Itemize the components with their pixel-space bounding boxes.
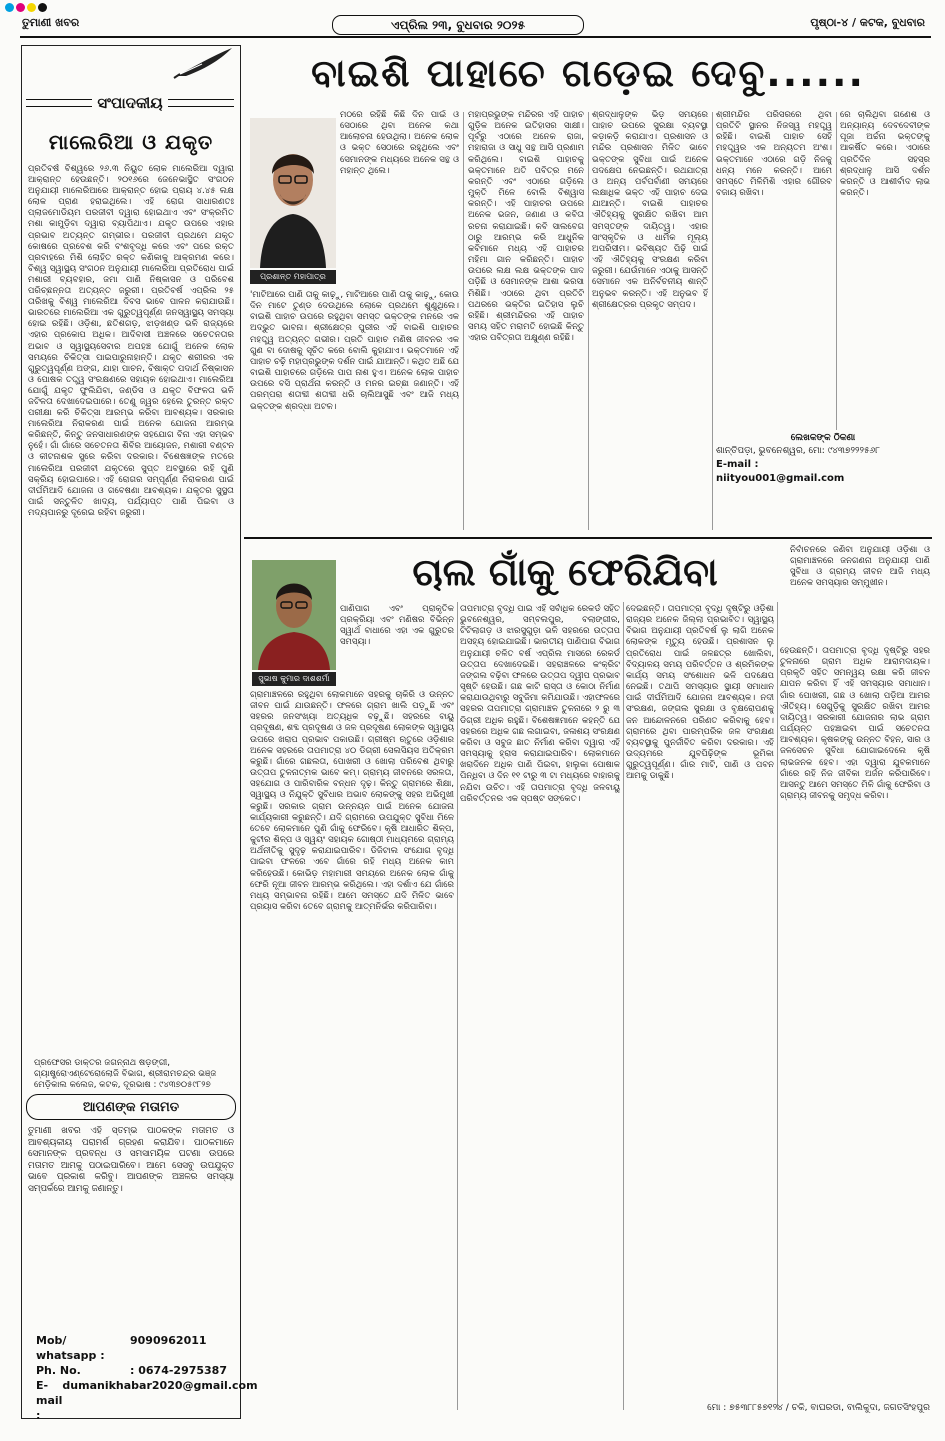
contact-value[interactable]: dumanikhabar2020@gmail.com [62,1379,258,1392]
quill-pen-icon [172,46,236,80]
article-separator [244,537,932,539]
section-label: ସଂପାଦକୀୟ [97,94,163,112]
contact-label: Mob/ whatsapp : [36,1334,105,1362]
contact-block [36,1333,258,1423]
black-dot-icon [38,3,47,12]
article1-column-1: ମଠରେ ରହିଛି କିଛି ଦିନ ପାଇଁ ଓ ସେଠାରେ ଥିବା ଅନେକ କଥା ଆଲୋଚନା ହେଉଥିଲା। ଅନେକ ଲୋକ ଓ ଭକ୍ତ ସେଠାରେ ରହୁଥିଲେ ଏବଂ ସେମାନଙ୍କ ମଧ୍ୟରେ ଅନେକ ସନ୍ଥ ଓ ମହାନ୍ତ ଥିଲେ। [340,110,459,176]
contact-label: E-mail : [36,1379,63,1422]
author-photo [250,118,336,268]
article1-column-1-continued: 'ମାଟିଆରେ ପାଣି ତାକୁ କାଢ଼ୁ, ମାଟିଆରେ ପାଣି ତାକୁ କାଢ଼ୁ, କୋଉ ଦିନ ମାଟେ ତୁଣ୍ଡ ଦେଉଥିଲେ ଲୋକେ ପ୍ରଥମେ ଶୁଣୁଥିଲେ। ବାଇଶି ପାହାଚ ଉପରେ ରହୁଥିବା ସମସ୍ତ ଭକ୍ତଙ୍କ ମନରେ ଏକ ଅଦ୍ଭୁତ ଭାବନା। ଶ୍ରୀକ୍ଷେତ୍ର ପୁରୀର ଏହି ବାଇଶି ପାହାଚର ମହତ୍ତ୍ୱ ଅତ୍ୟନ୍ତ ଗଭୀର। ପ୍ରତି ପାହାଚ ମଣିଷ ଜୀବନର ଏକ ଗୁଣ ବା ଦୋଷକୁ ସୂଚିତ କରେ ବୋଲି କୁହାଯାଏ। ଭକ୍ତମାନେ ଏହି ପାହାଚ ଚଢ଼ି ମହାପ୍ରଭୁଙ୍କ ଦର୍ଶନ ପାଇଁ ଯାଆନ୍ତି। କଥିତ ଅଛି ଯେ ବାଇଶି ପାହାଚରେ ଗଡ଼ିଲେ ପାପ ନାଶ ହୁଏ। ଅନେକ ଲୋକ ପାହାଚ ଉପରେ ବସି ପ୍ରାର୍ଥନା କରନ୍ତି ଓ ମନର ଇଚ୍ଛା ଜଣାନ୍ତି। ଏହି ପରମ୍ପରା ଶତାବ୍ଦୀ ଶତାବ୍ଦୀ ଧରି ଚାଲିଆସୁଛି ଏବଂ ଆଜି ମଧ୍ୟ ଭକ୍ତଙ୍କ ଶ୍ରଦ୍ଧା ଅଟଳ। [250,290,459,412]
author-caption: ପ୍ରଶାନ୍ତ ମହାପାତ୍ର [250,270,336,284]
article1-column-2: ମହାପ୍ରଭୁଙ୍କ ମନ୍ଦିରର ଏହି ପାହାଚ ଗୁଡ଼ିକ ଅନେକ ଇତିହାସର ସାକ୍ଷୀ। ପୂର୍ବରୁ ଏଠାରେ ଅନେକ ରାଜା, ମହାରାଜା ଓ ସାଧୁ ସନ୍ଥ ଆସି ପ୍ରଣାମ କରିଥିଲେ। ବାଇଶି ପାହାଚକୁ ଭକ୍ତମାନେ ଅତି ପବିତ୍ର ମନେ କରନ୍ତି ଏବଂ ଏଠାରେ ଗଡ଼ିଲେ ମୁକ୍ତି ମିଳେ ବୋଲି ବିଶ୍ୱାସ କରନ୍ତି। ଏହି ପାହାଚର ଉପରେ ଅନେକ ଭଜନ, ଜଣାଣ ଓ କବିତା ରଚନା କରାଯାଇଛି। କବି ସାଲବେଗ ଠାରୁ ଆରମ୍ଭ କରି ଆଧୁନିକ କବିମାନେ ମଧ୍ୟ ଏହି ପାହାଚର ମହିମା ଗାନ କରିଛନ୍ତି। ପାହାଚ ଉପରେ ଲକ୍ଷ ଲକ୍ଷ ଭକ୍ତଙ୍କ ପାଦ ପଡ଼ିଛି ଓ ସେମାନଙ୍କ ଆଶା ଭରସା ମିଶିଛି। ଏଠାରେ ଥିବା ପ୍ରତିଟି ପଥରରେ ଭକ୍ତିର ଇତିହାସ ଲୁଚି ରହିଛି। ଶ୍ରୀମନ୍ଦିରର ଏହି ପାହାଚ ସମୟ ସହିତ ମରାମତି ହୋଇଛି କିନ୍ତୁ ଏହାର ପବିତ୍ରତା ଅକ୍ଷୁଣ୍ଣ ରହିଛି। [468,110,584,344]
issue-date: ଏପ୍ରିଲ ୨୩, ବୁଧବାର ୨୦୨୫ [332,15,584,35]
column-divider [588,112,589,530]
contact-email [36,1378,258,1423]
newspaper-name: ତୁମାଣୀ ଖବର [22,16,80,29]
article1-column-5: ରେ ଚାଲିଥିବା ଗଣେଶ ଓ ଅନ୍ୟାନ୍ୟ ଦେବଦେବୀଙ୍କ ପୂଜା ଅର୍ଚ୍ଚନା ଭକ୍ତଙ୍କୁ ଆକର୍ଷିତ କରେ। ଏଠାରେ ପ୍ରତିଦିନ ସହସ୍ର ଶ୍ରଦ୍ଧାଳୁ ଆସି ଦର୍ଶନ କରନ୍ତି ଓ ଆଶୀର୍ବାଦ ଲାଭ କରନ୍ତି। [840,110,930,199]
author-portrait-icon [250,118,336,268]
header-rule [20,36,931,38]
article2-lead: ନିର୍ବାଚନରେ ଜଣିବା ଅନୁଯାୟୀ ଓଡ଼ିଶା ଓ ଗ୍ରାମାଞ୍ଚଳରେ ଜନଗଣନା ଅନୁଯାୟୀ ପାଣି ସୁବିଧା ଓ ଗ୍ରାମ୍ୟ ଜୀବନ ଆଜି ମଧ୍ୟ ଅନେକ ସମସ୍ୟାର ସମ୍ମୁଖୀନ। [790,545,930,589]
article2-headline: ଚାଲ ଗାଁକୁ ଫେରିଯିବା [412,550,718,594]
opinion-body: ତୁମାଣୀ ଖବର ଏହି ସ୍ତମ୍ଭ ପାଠକଙ୍କ ମତାମତ ଓ ଆବଶ୍ୟକୀୟ ପରାମର୍ଶ ଗ୍ରହଣ କରାଯିବ। ପାଠକମାନେ ସେମାନଙ୍କ ପ୍ରବନ୍ଧ ଓ ସମସାମୟିକ ଘଟଣା ଉପରେ ମତାମତ ଆମକୁ ପଠାଇପାରିବେ। ଆମେ ସେସବୁ ଉପଯୁକ୍ତ ଭାବେ ପ୍ରକାଶ କରିବୁ। ଆପଣଙ୍କ ଅଞ୍ଚଳର ସମସ୍ୟା ସମ୍ପର୍କରେ ଆମକୁ ଜଣାନ୍ତୁ। [28,1126,234,1194]
column-divider [623,602,624,1410]
article2-signature: ମୋ : ୭୫୩୮୮୫୭୧୨୪ / ଚକି, ବାଘରଡା, ବାଲିକୁଦା, ଜଗତସିଂହପୁର [707,1403,930,1413]
article2-column-3: ଦେଇଛନ୍ତି। ତାପମାତ୍ରା ବୃଦ୍ଧି ଦୃଷ୍ଟିରୁ ଓଡ଼ିଶା ରାଜ୍ୟର ଅନେକ ଜିଲ୍ଲା ପ୍ରଭାବିତ। ସ୍ୱାସ୍ଥ୍ୟ ବିଭାଗ ଅନୁଯାୟୀ ପ୍ରତିବର୍ଷ ଲୁ ଲାଗି ଅନେକ ଲୋକଙ୍କ ମୃତ୍ୟୁ ହେଉଛି। ପ୍ରଶାସନ ଲୁ ପ୍ରତିରୋଧ ପାଇଁ ଜଳଛତ୍ର ଖୋଲିବା, ବିଦ୍ୟାଳୟ ସମୟ ପରିବର୍ତ୍ତନ ଓ ଶ୍ରମିକଙ୍କ କାର୍ଯ୍ୟ ସମୟ ସଂଶୋଧନ ଭଳି ପଦକ୍ଷେପ ନେଇଛି। ତଥାପି ସମସ୍ୟାର ସ୍ଥାୟୀ ସମାଧାନ ପାଇଁ ଦୀର୍ଘମିଆଦି ଯୋଜନା ଆବଶ୍ୟକ। ନଦୀ ସଂରକ୍ଷଣ, ଜଙ୍ଗଲ ସୁରକ୍ଷା ଓ ବୃକ୍ଷରୋପଣକୁ ଜନ ଆନ୍ଦୋଳନରେ ପରିଣତ କରିବାକୁ ହେବ। ଗ୍ରାମରେ ଥିବା ପାରମ୍ପରିକ ଜଳ ସଂରକ୍ଷଣ ବ୍ୟବସ୍ଥାକୁ ପୁନର୍ଜୀବିତ କରିବା ଦରକାର। ଏହି ଉଦ୍ୟମରେ ଯୁବପିଢ଼ିଙ୍କ ଭୂମିକା ଗୁରୁତ୍ୱପୂର୍ଣ୍ଣ। ଗାଁର ମାଟି, ପାଣି ଓ ପବନ ଆମକୁ ଡାକୁଛି। [626,604,774,782]
yellow-dot-icon [27,3,36,12]
byline-email-label: E-mail : [716,459,759,470]
author-portrait-icon [252,560,336,670]
column-divider [463,112,464,530]
column-divider [457,602,458,1410]
article1-column-3: ଶ୍ରଦ୍ଧାଳୁଙ୍କ ଭିଡ଼ ସମୟରେ ପାହାଚ ଉପରେ ସୁରକ୍ଷା ବ୍ୟବସ୍ଥା କଡ଼ାକଡ଼ି କରାଯାଏ। ପ୍ରଶାସନ ଓ ମନ୍ଦିର ପ୍ରଶାସନ ମିଳିତ ଭାବେ ଭକ୍ତଙ୍କ ସୁବିଧା ପାଇଁ ଅନେକ ପଦକ୍ଷେପ ନେଇଛନ୍ତି। ରଥଯାତ୍ରା ଓ ଅନ୍ୟ ପର୍ବପର୍ବାଣୀ ସମୟରେ ଲକ୍ଷାଧିକ ଭକ୍ତ ଏହି ପାହାଚ ଦେଇ ଯାଆନ୍ତି। ବାଇଶି ପାହାଚର ଐତିହ୍ୟକୁ ସୁରକ୍ଷିତ ରଖିବା ଆମ ସମସ୍ତଙ୍କ ଦାୟିତ୍ୱ। ଏହାର ସାଂସ୍କୃତିକ ଓ ଧାର୍ମିକ ମୂଲ୍ୟ ଅପରିସୀମ। ଭବିଷ୍ୟତ ପିଢ଼ି ପାଇଁ ଏହି ଐତିହ୍ୟକୁ ସଂରକ୍ଷଣ କରିବା ଜରୁରୀ। ଯେଉଁମାନେ ଏଠାକୁ ଆସନ୍ତି ସେମାନେ ଏକ ଅନିର୍ବଚନୀୟ ଶାନ୍ତି ଅନୁଭବ କରନ୍ତି। ଏହି ଅନୁଭବ ହିଁ ଶ୍ରୀକ୍ଷେତ୍ରର ପ୍ରକୃତ ସମ୍ପଦ। [592,110,708,310]
column-divider [777,602,778,1410]
article2-column-1: ପାଣିପାଗ ଏବଂ ପ୍ରାକୃତିକ ପ୍ରକ୍ରିୟା ଏବଂ ମଣିଷର ବିଭିନ୍ନ ସ୍ୱାର୍ଥ ବାଧାରେ ଏହା ଏକ ଗୁରୁତର ସମସ୍ୟା। [340,604,454,648]
cyan-dot-icon [5,3,14,12]
page-number: ପୃଷ୍ଠା-୪ / କଟକ, ବୁଧବାର [810,16,925,29]
article2-column-2: ତାପମାତ୍ରା ବୃଦ୍ଧି ପାଇ ଏହି ସର୍ବାଧିକ ରେକର୍ଡ ସହିତ ଭୁବନେଶ୍ୱର, ସମ୍ବଲପୁର, ବଲାଙ୍ଗୀର, ଟିଟିଲାଗଡ଼ ଓ ଝାରସୁଗୁଡ଼ା ଭଳି ସହରରେ ଉତ୍ତାପ ଅସହ୍ୟ ହୋଇଯାଇଛି। ଭାରତୀୟ ପାଣିପାଗ ବିଭାଗ ଅନୁଯାୟୀ ଚଳିତ ବର୍ଷ ଏପ୍ରିଲ ମାସରେ ରେକର୍ଡ ଉତ୍ତାପ ଦେଖାଦେଇଛି। ସହରାଞ୍ଚଳରେ କଂକ୍ରିଟ ଜଙ୍ଗଲ ବଢ଼ିବା ଫଳରେ ଉତ୍ତାପ ଦ୍ୱୀପ ପ୍ରଭାବ ସୃଷ୍ଟି ହେଉଛି। ଗଛ କାଟି ରାସ୍ତା ଓ କୋଠା ନିର୍ମାଣ କରାଯାଉଥିବାରୁ ସବୁଜିମା କମିଯାଉଛି। ଏହାଫଳରେ ସହରର ତାପମାତ୍ରା ଗ୍ରାମାଞ୍ଚଳ ତୁଳନାରେ ୨ ରୁ ୩ ଡିଗ୍ରୀ ଅଧିକ ରହୁଛି। ବିଶେଷଜ୍ଞମାନେ କହନ୍ତି ଯେ ସହରରେ ଅଧିକ ଗଛ ଲଗାଇବା, ଜଳାଶୟ ସଂରକ୍ଷଣ କରିବା ଓ ସବୁଜ ଛାତ ନିର୍ମାଣ କରିବା ଦ୍ୱାରା ଏହି ସମସ୍ୟାକୁ ହ୍ରାସ କରାଯାଇପାରିବ। ଲୋକମାନେ ଖରାଦିନେ ଅଧିକ ପାଣି ପିଇବା, ହାଲୁକା ପୋଷାକ ପିନ୍ଧିବା ଓ ଦିନ ୧୧ ଟାରୁ ୩ ଟା ମଧ୍ୟରେ ବାହାରକୁ ନଯିବା ଉଚିତ। ଏହି ତାପମାତ୍ରା ବୃଦ୍ଧି ଜଳବାୟୁ ପରିବର୍ତ୍ତନର ଏକ ସ୍ପଷ୍ଟ ସଙ୍କେତ। [460,604,620,804]
contact-mobile [36,1333,236,1363]
contact-label: Ph. No. [36,1364,81,1377]
article2-column-1-continued: ଗ୍ରାମାଞ୍ଚଳରେ ରହୁଥିବା ଲୋକମାନେ ସହରକୁ ଚାକିରି ଓ ଉନ୍ନତ ଜୀବନ ପାଇଁ ଯାଉଛନ୍ତି। ଫଳରେ ଗ୍ରାମ ଖାଲି ପଡ଼ୁଛି ଏବଂ ସହରର ଜନସଂଖ୍ୟା ଅତ୍ୟଧିକ ବଢ଼ୁଛି। ସହରରେ ବାୟୁ ପ୍ରଦୂଷଣ, ଶବ୍ଦ ପ୍ରଦୂଷଣ ଓ ଜଳ ପ୍ରଦୂଷଣ ଲୋକଙ୍କ ସ୍ୱାସ୍ଥ୍ୟ ଉପରେ ଖରାପ ପ୍ରଭାବ ପକାଉଛି। ଗ୍ରୀଷ୍ମ ଋତୁରେ ଓଡ଼ିଶାର ଅନେକ ସହରରେ ତାପମାତ୍ରା ୪୦ ଡିଗ୍ରୀ ସେଲସିୟସ ଅତିକ୍ରମ କରୁଛି। ଗାଁରେ ଗଛଲତା, ପୋଖରୀ ଓ ଖୋଲା ପରିବେଶ ଥିବାରୁ ଉତ୍ତାପ ତୁଳନାତ୍ମକ ଭାବେ କମ୍। ଗ୍ରାମ୍ୟ ଜୀବନରେ ସରଳତା, ସହଯୋଗ ଓ ପାରିବାରିକ ବନ୍ଧନ ଦୃଢ଼। କିନ୍ତୁ ଗ୍ରାମରେ ଶିକ୍ଷା, ସ୍ୱାସ୍ଥ୍ୟ ଓ ନିଯୁକ୍ତି ସୁବିଧାର ଅଭାବ ଲୋକଙ୍କୁ ସହର ଅଭିମୁଖୀ କରୁଛି। ସରକାର ଗ୍ରାମ ଉନ୍ନୟନ ପାଇଁ ଅନେକ ଯୋଜନା କାର୍ଯ୍ୟକାରୀ କରୁଛନ୍ତି। ଯଦି ଗ୍ରାମରେ ଉପଯୁକ୍ତ ସୁବିଧା ମିଳେ ତେବେ ଲୋକମାନେ ପୁଣି ଗାଁକୁ ଫେରିବେ। କୃଷି ଆଧାରିତ ଶିଳ୍ପ, କୁଟୀର ଶିଳ୍ପ ଓ ସ୍ୱୟଂ ସହାୟକ ଗୋଷ୍ଠୀ ମାଧ୍ୟମରେ ଗ୍ରାମ୍ୟ ଅର୍ଥନୀତିକୁ ସୁଦୃଢ଼ କରାଯାଇପାରିବ। ଡିଜିଟାଲ ସଂଯୋଗ ବୃଦ୍ଧି ପାଇବା ଫଳରେ ଏବେ ଗାଁରେ ରହି ମଧ୍ୟ ଅନେକ କାମ କରିହେଉଛି। କୋଭିଡ଼ ମହାମାରୀ ସମୟରେ ଅନେକ ଲୋକ ଗାଁକୁ ଫେରି ନୂଆ ଜୀବନ ଆରମ୍ଭ କରିଥିଲେ। ଏହା ଦର୍ଶାଏ ଯେ ଗାଁରେ ମଧ୍ୟ ସମ୍ଭାବନା ରହିଛି। ଆମେ ସମସ୍ତେ ଯଦି ମିଳିତ ଭାବେ ପ୍ରୟାସ କରିବା ତେବେ ଗ୍ରାମକୁ ଆତ୍ମନିର୍ଭର କରିପାରିବା। [250,690,454,912]
article1-column-4: ଶ୍ରୀମନ୍ଦିର ପରିସରରେ ଥିବା ପ୍ରତିଟି ସ୍ଥାନର ନିଜସ୍ୱ ମହତ୍ତ୍ୱ ରହିଛି। ବାଇଶି ପାହାଚ ସେହି ମହତ୍ତ୍ୱର ଏକ ଅନ୍ୟତମ ଅଂଶ। ଭକ୍ତମାନେ ଏଠାରେ ଗଡ଼ି ନିଜକୁ ଧନ୍ୟ ମନେ କରନ୍ତି। ଆମେ ସମସ୍ତେ ମିଳିମିଶି ଏହାର ଗୌରବ ବଜାୟ ରଖିବା। [716,110,832,199]
title-rule-left [26,99,92,107]
author-photo [252,560,336,670]
color-registration-marks [5,3,47,12]
editorial-headline: ମାଲେରିଆ ଓ ଯକୃତ [48,130,214,154]
magenta-dot-icon [16,3,25,12]
byline-name: ଲେଖକଙ୍କ ଠିକଣା [790,433,856,443]
author-caption: ସୁଭାଷ କୁମାର ଦାଶଶର୍ମା [252,672,336,686]
byline-address: ଶାନ୍ତିପଡ଼ା, ଭୁବନେଶ୍ୱର, ମୋ: ୯୪୩୭୨୨୨୫୬୮ [716,446,880,456]
title-rule-right [168,99,234,107]
column-divider [836,112,837,430]
opinion-label: ଆପଣଙ୍କ ମତାମତ [82,1099,180,1115]
contact-value[interactable]: 9090962011 [130,1334,207,1347]
byline-email[interactable]: niityou001@gmail.com [716,473,845,484]
contact-value[interactable]: : 0674-2975387 [130,1364,227,1377]
opinion-section-title [26,1094,236,1120]
editorial-signature: ପ୍ରଫେସର ଡାକ୍ତର ଜଗନ୍ନାଥ ଷଡ଼ଙ୍ଗୀ, ଗ୍ୟାଷ୍ଟ୍ରୋଏଣ୍ଟେରୋଲୋଜି ବିଭାଗ, ଶ୍ରୀରାମଚନ୍ଦ୍ର ଭଞ୍ଜ ମେଡ଼ିକାଲ କଲେଜ, କଟକ, ଦୂରଭାଷ : ୯୪୩୭୦୫୯୮୨୭ [34,1058,217,1090]
column-divider [712,112,713,530]
editorial-column [21,45,258,1422]
article1-headline: ବାଇଶି ପାହାଚେ ଗଡ଼େଇ ଦେବୁ...... [311,51,865,95]
article1-byline [716,432,930,486]
article2-column-4: ହେଉଛନ୍ତି। ତାପମାତ୍ରା ବୃଦ୍ଧି ଦୃଷ୍ଟିରୁ ସହର ତୁଳନାରେ ଗ୍ରାମ ଅଧିକ ଆରାମଦାୟକ। ପ୍ରକୃତି ସହିତ ସମନ୍ୱୟ ରକ୍ଷା କରି ଜୀବନ ଯାପନ କରିବା ହିଁ ଏହି ସମସ୍ୟାର ସମାଧାନ। ଗାଁର ପୋଖରୀ, ଗଛ ଓ ଖୋଲା ପଡ଼ିଆ ଆମର ଐତିହ୍ୟ। ସେଗୁଡ଼ିକୁ ସୁରକ୍ଷିତ ରଖିବା ଆମର ଦାୟିତ୍ୱ। ସରକାରୀ ଯୋଜନାର ଲାଭ ଗ୍ରାମ ପର୍ଯ୍ୟନ୍ତ ପହଞ୍ଚାଇବା ପାଇଁ ସଚେତନତା ଆବଶ୍ୟକ। କୃଷକଙ୍କୁ ଉନ୍ନତ ବିହନ, ସାର ଓ ଜଳସେଚନ ସୁବିଧା ଯୋଗାଇଦେଲେ କୃଷି ଲାଭଜନକ ହେବ। ଏହା ଦ୍ୱାରା ଯୁବକମାନେ ଗାଁରେ ରହି ନିଜ ଜୀବିକା ଅର୍ଜନ କରିପାରିବେ। ଆସନ୍ତୁ ଆମେ ସମସ୍ତେ ମିଳି ଗାଁକୁ ଫେରିବା ଓ ଗ୍ରାମ୍ୟ ଜୀବନକୁ ସମୃଦ୍ଧ କରିବା। [780,646,930,802]
contact-phone [36,1363,236,1378]
editorial-section-title [26,88,234,118]
editorial-body: ପ୍ରତିବର୍ଷ ବିଶ୍ୱରେ ୨୬.୩ ନିୟୁତ ଲୋକ ମାଲେରିଆ ଦ୍ୱାରା ଆକ୍ରାନ୍ତ ହେଉଛନ୍ତି। ୨୦୧୬ରେ ଜେନେଭାସ୍ଥିତ ସଂଗଠନ ଅନୁଯାୟୀ ମାଲେରିଆରେ ଆକ୍ରାନ୍ତ ହୋଇ ପ୍ରାୟ ୪.୪୫ ଲକ୍ଷ ଲୋକ ପ୍ରାଣ ହରାଇଥିଲେ। ଏହି ରୋଗ ସାଧାରଣତଃ ପ୍ଲାଜମୋଡିୟମ ପରଜୀବୀ ଦ୍ୱାରା ହୋଇଥାଏ ଏବଂ ସଂକ୍ରମିତ ମଶା କାମୁଡ଼ିବା ଦ୍ୱାରା ବ୍ୟାପିଥାଏ। ଯକୃତ ଉପରେ ଏହାର ପ୍ରଭାବ ଅତ୍ୟନ୍ତ ଗମ୍ଭୀର। ପରଜୀବୀ ପ୍ରଥମେ ଯକୃତ କୋଷରେ ପ୍ରବେଶ କରି ବଂଶବୃଦ୍ଧି କରେ ଏବଂ ପରେ ରକ୍ତ ପ୍ରବାହରେ ମିଶି ଲୋହିତ ରକ୍ତ କଣିକାକୁ ଆକ୍ରମଣ କରେ। ବିଶ୍ୱ ସ୍ୱାସ୍ଥ୍ୟ ସଂଗଠନ ଅନୁଯାୟୀ ମାଲେରିଆ ପ୍ରତିରୋଧ ପାଇଁ ମଶାରୀ ବ୍ୟବହାର, ଜମା ପାଣି ନିଷ୍କାସନ ଓ ପରିବେଶ ପରିଚ୍ଛନ୍ନତା ଅତ୍ୟନ୍ତ ଜରୁରୀ। ପ୍ରତିବର୍ଷ ଏପ୍ରିଲ ୨୫ ତାରିଖକୁ ବିଶ୍ୱ ମାଲେରିଆ ଦିବସ ଭାବେ ପାଳନ କରାଯାଉଛି। ଭାରତରେ ମାଲେରିଆ ଏକ ଗୁରୁତ୍ୱପୂର୍ଣ୍ଣ ଜନସ୍ୱାସ୍ଥ୍ୟ ସମସ୍ୟା ହୋଇ ରହିଛି। ଓଡ଼ିଶା, ଛତିଶଗଡ଼, ଝାଡ଼ଖଣ୍ଡ ଭଳି ରାଜ୍ୟରେ ଏହାର ପ୍ରକୋପ ଅଧିକ। ଆଦିବାସୀ ଅଞ୍ଚଳରେ ସଚେତନତାର ଅଭାବ ଓ ସ୍ୱାସ୍ଥ୍ୟସେବାର ଅପହଞ୍ଚ ଯୋଗୁଁ ଅନେକ ଲୋକ ସମୟରେ ଚିକିତ୍ସା ପାଇପାରୁନାହାନ୍ତି। ଯକୃତ ଶରୀରର ଏକ ଗୁରୁତ୍ୱପୂର୍ଣ୍ଣ ଅଙ୍ଗ, ଯାହା ପାଚନ, ବିଷାକ୍ତ ପଦାର୍ଥ ନିଷ୍କାସନ ଓ ପୋଷକ ତତ୍ତ୍ୱ ସଂରକ୍ଷଣରେ ସହାୟକ ହୋଇଥାଏ। ମାଲେରିଆ ଯୋଗୁଁ ଯକୃତ ଫୁଲିଯିବା, ଜଣ୍ଡିସ ଓ ଯକୃତ ବିଫଳତା ଭଳି ଜଟିଳତା ଦେଖାଦେଇପାରେ। ତେଣୁ ଜ୍ୱର ହେଲେ ତୁରନ୍ତ ରକ୍ତ ପରୀକ୍ଷା କରି ଚିକିତ୍ସା ଆରମ୍ଭ କରିବା ଆବଶ୍ୟକ। ସରକାର ମାଲେରିଆ ନିରାକରଣ ପାଇଁ ଅନେକ ଯୋଜନା ଆରମ୍ଭ କରିଛନ୍ତି, କିନ୍ତୁ ଜନସାଧାରଣଙ୍କ ସହଯୋଗ ବିନା ଏହା ସମ୍ଭବ ନୁହେଁ। ଗାଁ ଗାଁରେ ସଚେତନତା ଶିବିର ଆୟୋଜନ, ମଶାରୀ ବଣ୍ଟନ ଓ କୀଟନାଶକ ସ୍ପ୍ରେ କରିବା ଦରକାର। ବିଶେଷଜ୍ଞଙ୍କ ମତରେ ମାଲେରିଆ ପରଜୀବୀ ଯକୃତରେ ସୁପ୍ତ ଅବସ୍ଥାରେ ରହି ପୁଣି ସକ୍ରିୟ ହୋଇପାରେ। ଏହି ରୋଗର ସମ୍ପୂର୍ଣ୍ଣ ନିରାକରଣ ପାଇଁ ଦୀର୍ଘମିଆଦି ଯୋଜନା ଓ ଗବେଷଣା ଆବଶ୍ୟକ। ଯକୃତର ସୁସ୍ଥତା ପାଇଁ ସନ୍ତୁଳିତ ଖାଦ୍ୟ, ପର୍ଯ୍ୟାପ୍ତ ପାଣି ପିଇବା ଓ ମଦ୍ୟପାନରୁ ଦୂରେଇ ରହିବା ଜରୁରୀ। [28,164,234,518]
